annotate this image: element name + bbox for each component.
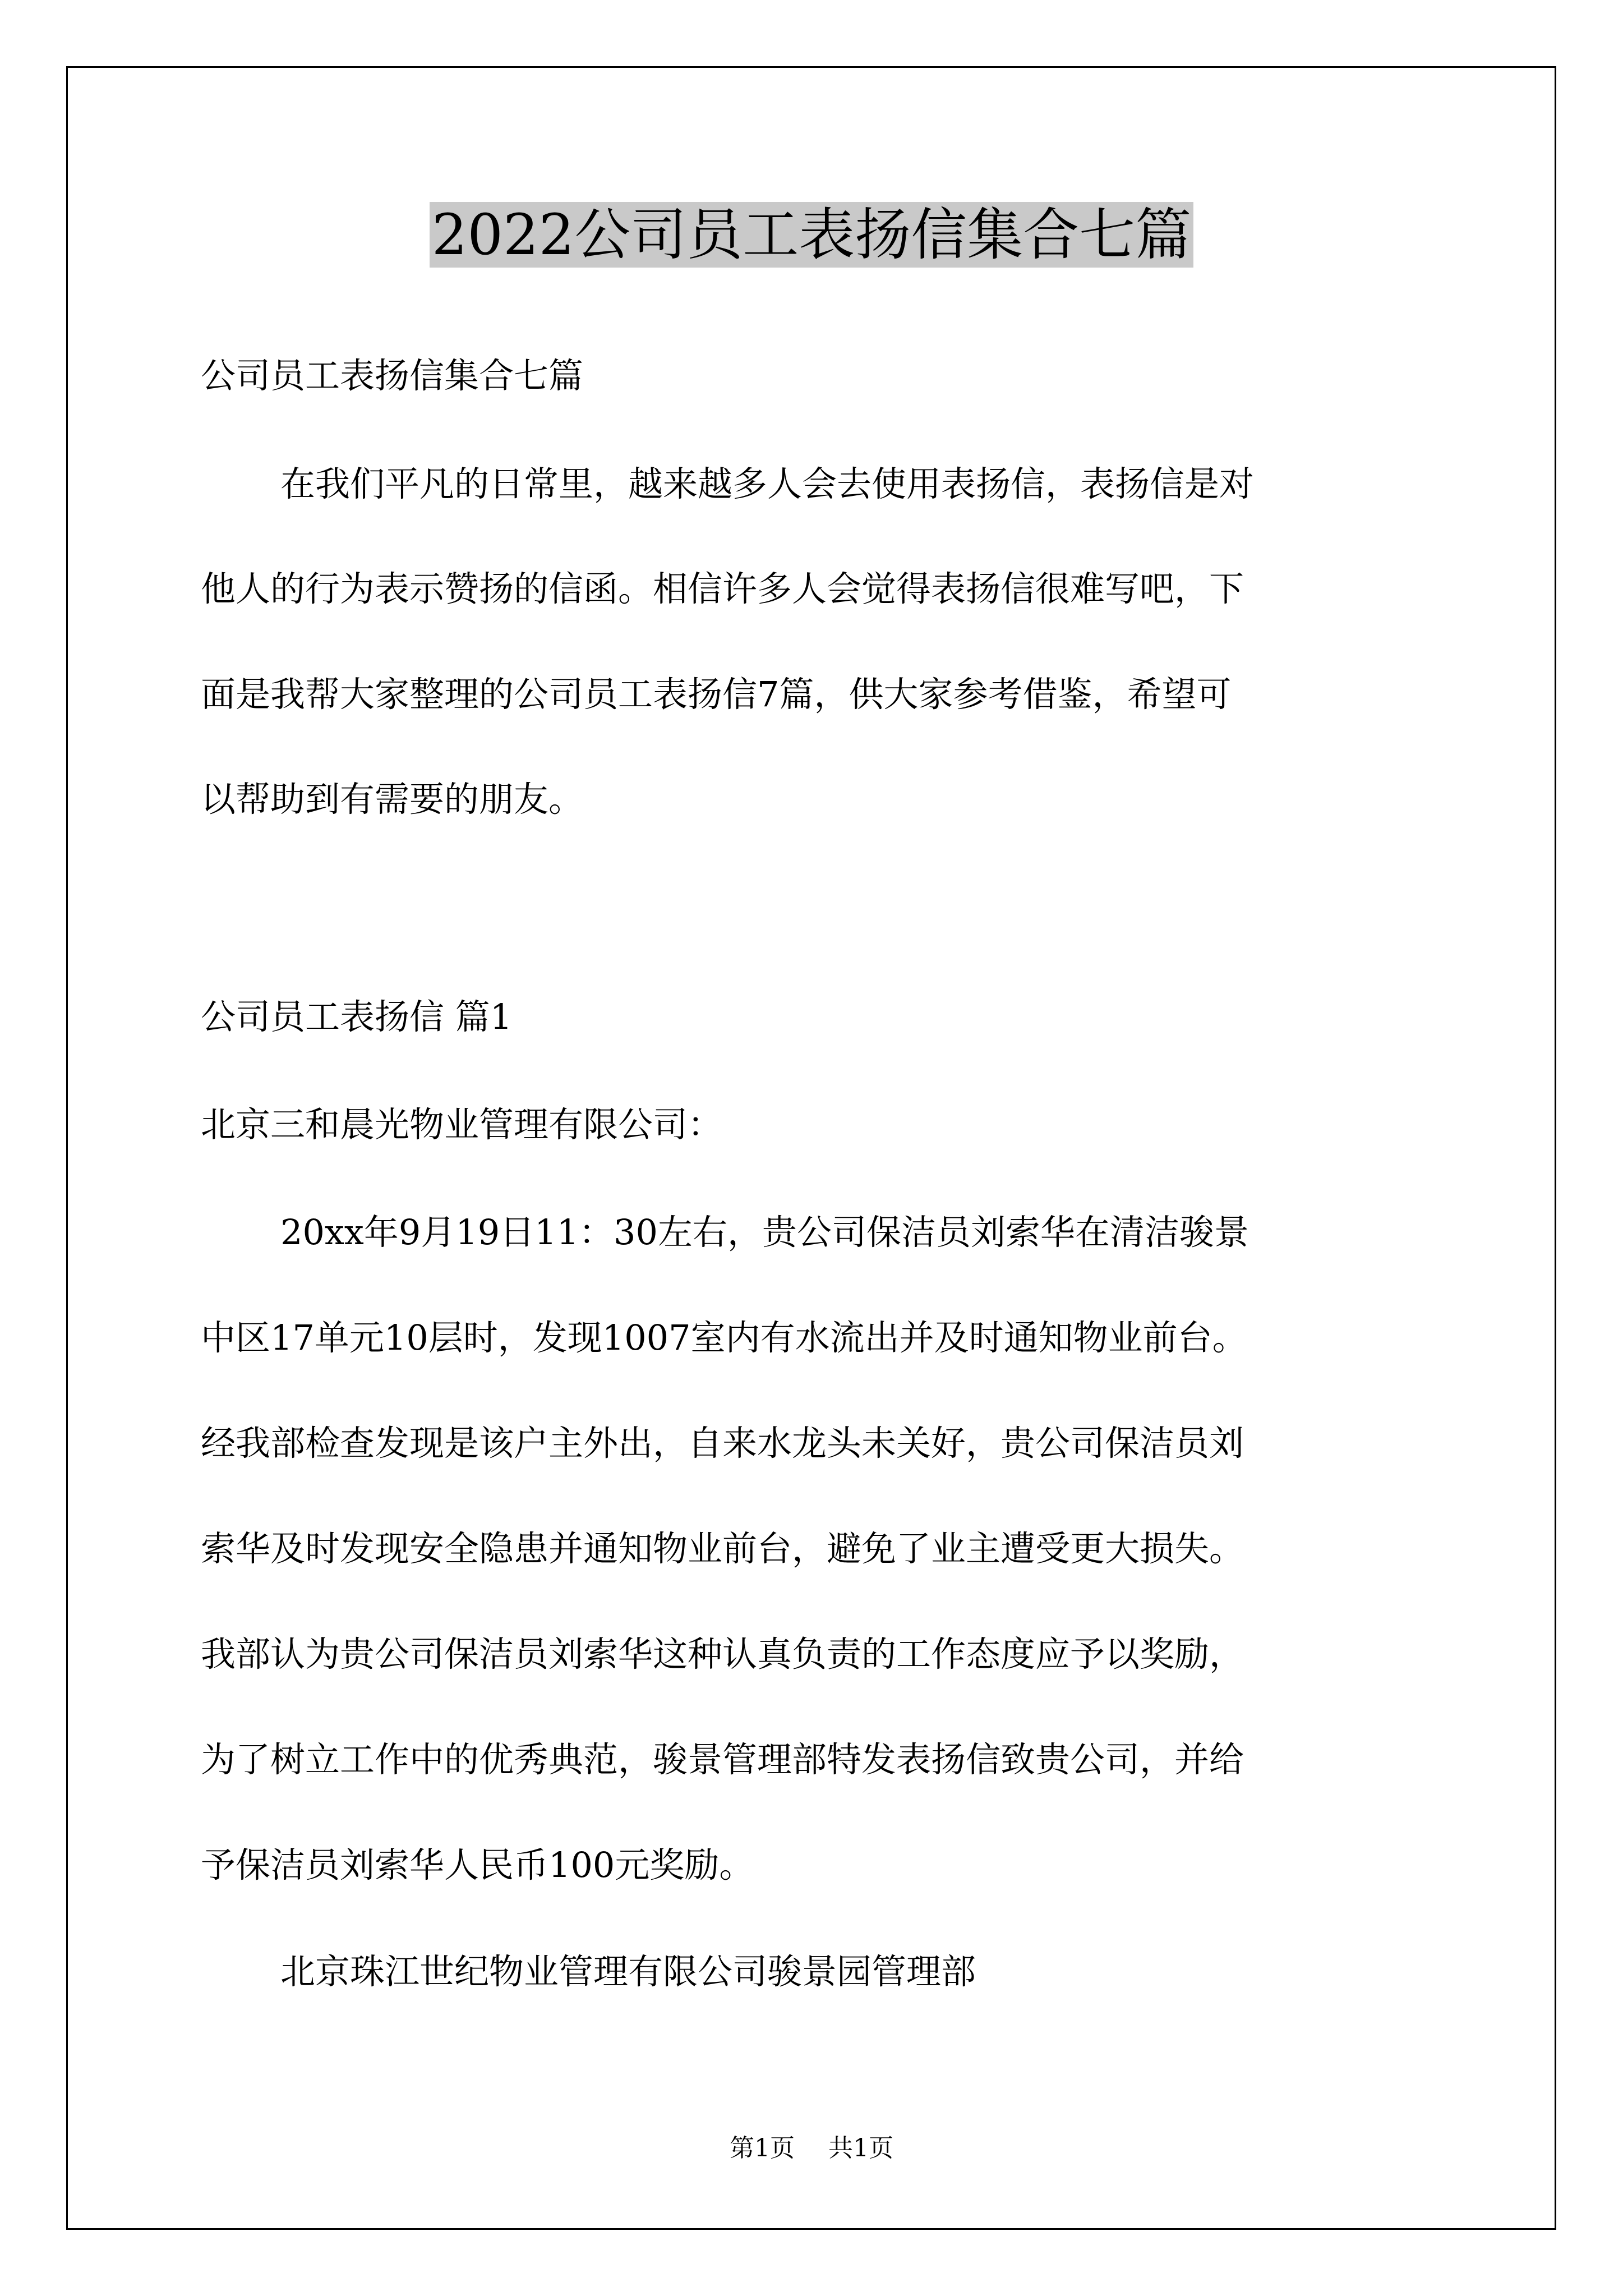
body-line-4: 索华及时发现安全隐患并通知物业前台，避免了业主遭受更大损失。 [201,1528,1244,1569]
body-line-2: 中区17单元10层时，发现1007室内有水流出并及时通知物业前台。 [201,1317,1247,1358]
body-line-7: 予保洁员刘索华人民币100元奖励。 [201,1844,754,1885]
section-heading: 公司员工表扬信 篇1 [201,996,513,1037]
subtitle: 公司员工表扬信集合七篇 [201,355,584,396]
page-total: 共1页 [828,2134,893,2162]
intro-line-1: 在我们平凡的日常里，越来越多人会去使用表扬信，表扬信是对 [280,463,1255,504]
document-title [0,197,1623,273]
page-footer [0,2132,1623,2165]
body-line-6: 为了树立工作中的优秀典范，骏景管理部特发表扬信致贵公司，并给 [201,1739,1244,1780]
page-number: 第1页 [730,2134,795,2162]
body-line-1: 20xx年9月19日11：30左右，贵公司保洁员刘索华在清洁骏景 [280,1212,1249,1253]
signature: 北京珠江世纪物业管理有限公司骏景园管理部 [280,1951,976,1992]
intro-line-3: 面是我帮大家整理的公司员工表扬信7篇，供大家参考借鉴，希望可 [201,674,1232,715]
intro-line-2: 他人的行为表示赞扬的信函。相信许多人会觉得表扬信很难写吧，下 [201,568,1244,609]
salutation: 北京三和晨光物业管理有限公司： [201,1104,723,1145]
body-line-5: 我部认为贵公司保洁员刘索华这种认真负责的工作态度应予以奖励， [201,1634,1244,1674]
intro-line-4: 以帮助到有需要的朋友。 [201,779,584,820]
body-line-3: 经我部检查发现是该户主外出，自来水龙头未关好，贵公司保洁员刘 [201,1423,1244,1464]
document-title-text: 2022公司员工表扬信集合七篇 [430,202,1194,268]
